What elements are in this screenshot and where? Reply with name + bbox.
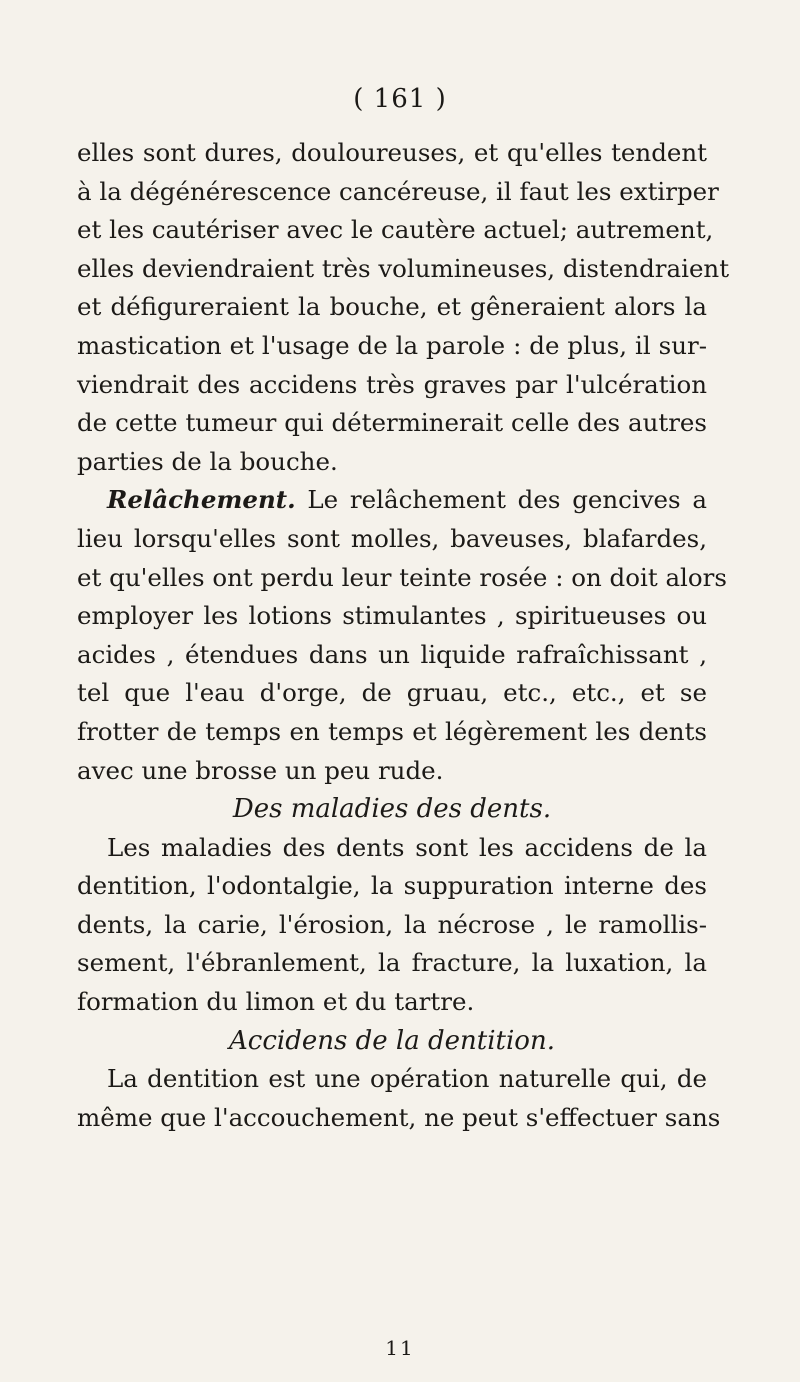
text-line: frotter de temps en temps et légèrement les dents (77, 716, 707, 746)
text-line: de cette tumeur qui déterminerait celle des autres (77, 408, 707, 438)
text-line: Les maladies des dents sont les accidens de la (107, 832, 707, 862)
text-line: lieu lorsqu'elles sont molles, baveuses, blafardes, (77, 523, 707, 553)
signature-mark: 11 (385, 1336, 415, 1360)
text-line: et qu'elles ont perdu leur teinte rosée : on doit alors (77, 562, 727, 592)
section-lead-italic: Relâchement. (107, 485, 296, 515)
text-line: avec une brosse un peu rude. (77, 755, 444, 785)
text-line: elles sont dures, douloureuses, et qu'elles tendent (77, 138, 707, 167)
section-heading: Des maladies des dents. (232, 794, 552, 825)
section-heading: Accidens de la dentition. (229, 1025, 555, 1056)
text-line: La dentition est une opération naturelle qui, de (107, 1064, 707, 1094)
text-line: formation du limon et du tartre. (77, 987, 475, 1017)
text-line: employer les lotions stimulantes , spiritueuses ou (77, 601, 707, 631)
page-body (77, 134, 730, 1137)
text-line: acides , étendues dans un liquide rafraîchissant , (77, 639, 707, 669)
text-line: à la dégénérescence cancéreuse, il faut les extirper (77, 176, 719, 206)
text-line: mastication et l'usage de la parole : de plus, il sur- (77, 330, 707, 360)
text-line: dents, la carie, l'érosion, la nécrose , le ramollis- (77, 909, 707, 939)
text-line: même que l'accouchement, ne peut s'effectuer sans (77, 1102, 721, 1132)
text-line: viendrait des accidens très graves par l'ulcération (77, 369, 707, 399)
text-line: et les cautériser avec le cautère actuel; autrement, (77, 215, 714, 245)
page-number: ( 161 ) (353, 84, 447, 114)
text-line: sement, l'ébranlement, la fracture, la luxation, la (77, 948, 707, 978)
text-line: et défigureraient la bouche, et gêneraient alors la (77, 292, 707, 322)
text-line: parties de la bouche. (77, 446, 338, 476)
text-line: dentition, l'odontalgie, la suppuration interne des (77, 871, 707, 901)
paragraph-lead-line (77, 481, 707, 520)
text-line: tel que l'eau d'orge, de gruau, etc., etc., et se (77, 678, 707, 708)
section-lead-rest: Le relâchement des gencives a (295, 485, 707, 515)
text-line: elles deviendraient très volumineuses, distendraient (77, 253, 730, 283)
